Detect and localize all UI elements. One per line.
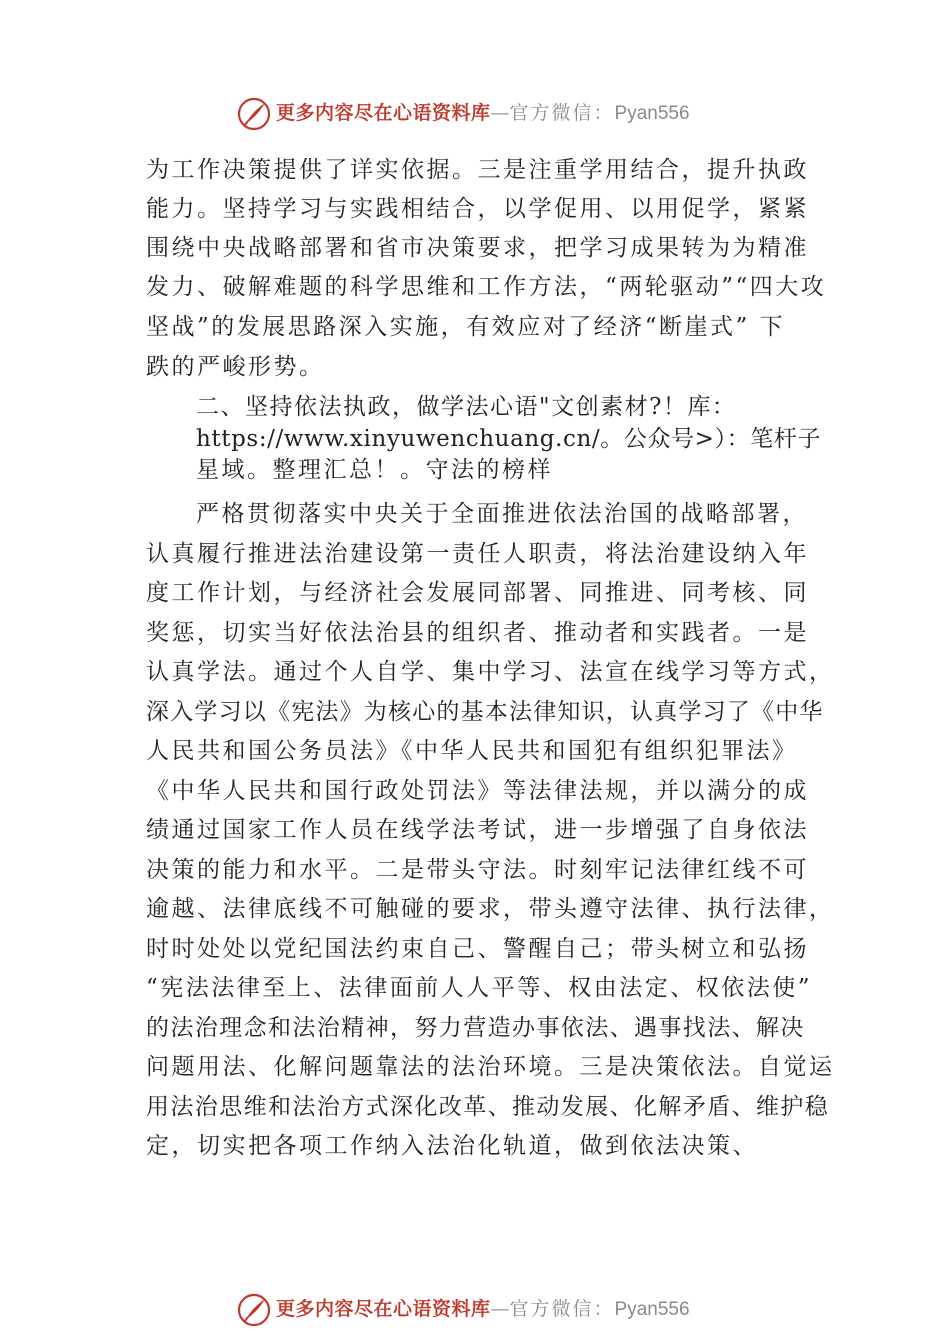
text-line: 围绕中央战略部署和省市决策要求，把学习成果转为为精准 [146,235,809,261]
text-line: 认真学法。通过个人自学、集中学习、法宣在线学习等方式， [146,659,835,685]
text-line: 认真履行推进法治建设第一责任人职责，将法治建设纳入年 [146,541,809,567]
text-line: “宪法法律至上、法律面前人人平等、权由法定、权依法使” [146,975,813,1001]
text-line: 奖惩，切实当好依法治县的组织者、推动者和实践者。一是 [146,620,809,646]
header-dash: — [490,102,510,124]
text-line: 定，切实把各项工作纳入法治化轨道，做到依法决策、 [146,1133,758,1159]
section-heading: 星域。整理汇总！。守法的榜样 [196,457,553,483]
site-name: 更多内容尽在心语资料库 [276,1298,491,1320]
text-line: 坚战”的发展思路深入实施，有效应对了经济“断崖式” 下 [146,314,786,340]
footer-banner [0,1290,950,1330]
text-line: 深入学习以《宪法》为核心的基本法律知识，认真学习了《中华 [146,699,824,725]
section-heading-url: https://www.xinyuwenchuang.cn/。公众号>）：笔杆子 [196,426,822,452]
text-line: 决策的能力和水平。二是带头守法。时刻牢记法律红线不可 [146,857,809,883]
text-line: 的法治理念和法治精神，努力营造办事依法、遇事找法、解决 [146,1015,805,1041]
text-line: 逾越、法律底线不可触碰的要求，带头遵守法律、执行法律， [146,896,835,922]
wechat-id: Pyan556 [614,103,690,124]
text-line: 用法治思维和法治方式深化改革、推动发展、化解矛盾、维护稳 [146,1094,830,1120]
text-line: 度工作计划，与经济社会发展同部署、同推进、同考核、同 [146,580,809,606]
quill-pen-logo-icon [236,96,272,132]
text-line: 《中华人民共和国行政处罚法》等法律法规，并以满分的成 [146,778,809,804]
quill-pen-logo-icon [236,1292,272,1328]
wechat-id: Pyan556 [614,1299,690,1320]
text-line: 能力。坚持学习与实践相结合，以学促用、以用促学，紧紧 [146,196,809,222]
text-line: 跌的严峻形势。 [146,354,325,380]
footer-text [276,1297,690,1322]
wechat-label: 官方微信： [509,1298,615,1320]
wechat-label: 官方微信： [509,102,615,124]
site-name: 更多内容尽在心语资料库 [276,102,491,124]
header-text [276,101,690,126]
text-line: 为工作决策提供了详实依据。三是注重学用结合，提升执政 [146,157,809,183]
header-banner [0,94,950,134]
text-line: 问题用法、化解问题靠法的法治环境。三是决策依法。自觉运 [146,1054,835,1080]
text-line: 发力、破解难题的科学思维和工作方法，“两轮驱动”“四大攻 [146,274,827,300]
text-line: 严格贯彻落实中央关于全面推进依法治国的战略部署， [196,501,808,527]
text-line: 时时处处以党纪国法约束自己、警醒自己；带头树立和弘扬 [146,936,809,962]
header-dash: — [490,1298,510,1320]
text-line: 绩通过国家工作人员在线学法考试，进一步增强了自身依法 [146,817,809,843]
section-heading: 二、坚持依法执政，做学法心语"文创素材?！库： [196,394,737,420]
text-line: 人民共和国公务员法》《中华人民共和国犯有组织犯罪法》 [146,738,798,764]
